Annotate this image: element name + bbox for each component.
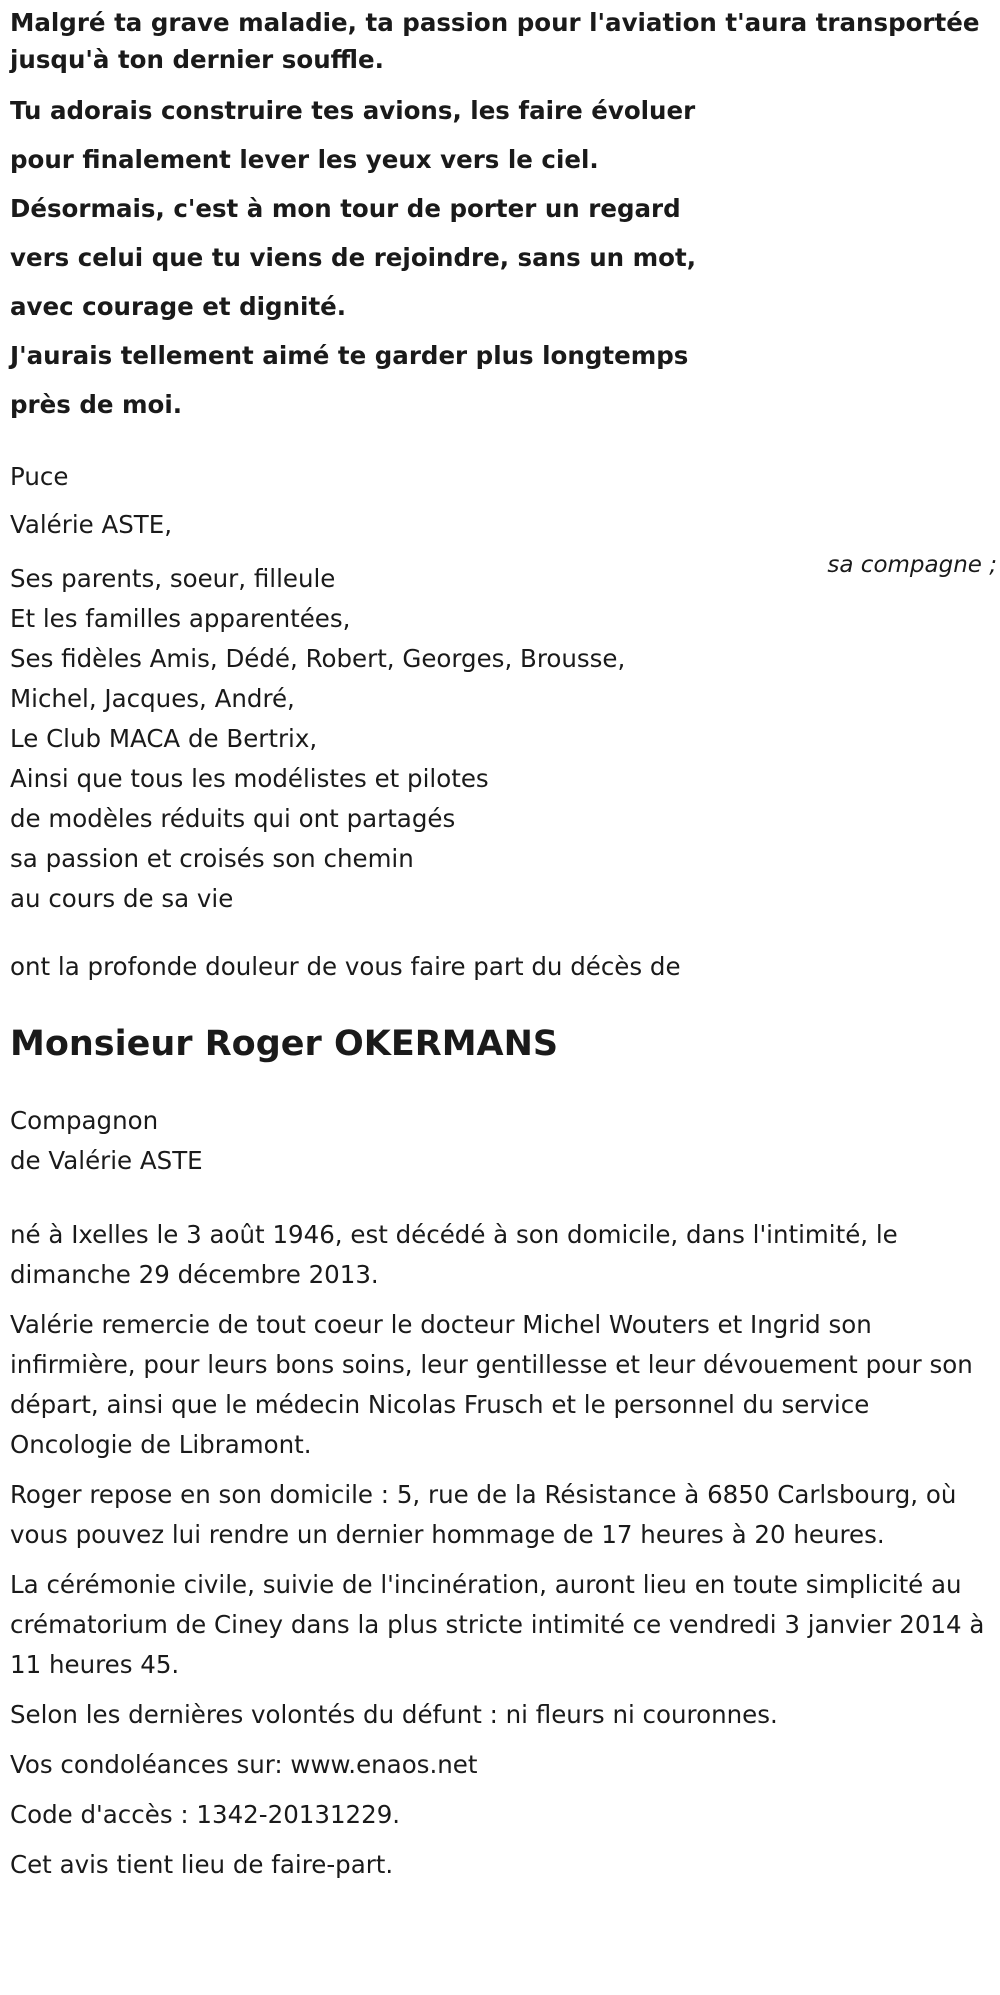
family-line: Le Club MACA de Bertrix, [10, 724, 318, 753]
relation-line: Compagnon [10, 1106, 159, 1135]
poem-line: pour finalement lever les yeux vers le ciel. [10, 145, 599, 174]
family-list [10, 559, 995, 919]
poem-line: vers celui que tu viens de rejoindre, sans un mot, [10, 243, 697, 272]
family-line: Michel, Jacques, André, [10, 684, 295, 713]
family-line: Et les familles apparentées, [10, 604, 351, 633]
obituary-notice [10, 0, 995, 1895]
details-paragraph: Selon les dernières volontés du défunt : ni fleurs ni couronnes. [10, 1700, 778, 1729]
details-paragraph: Cet avis tient lieu de faire-part. [10, 1850, 394, 1879]
details-paragraph: né à Ixelles le 3 août 1946, est décédé à son domicile, dans l'intimité, le dimanche 29 décembre 2013. [10, 1220, 898, 1289]
family-line: au cours de sa vie [10, 884, 234, 913]
poem-line: Tu adorais construire tes avions, les faire évoluer [10, 96, 696, 125]
relation-line: de Valérie ASTE [10, 1146, 203, 1175]
details-paragraph: Code d'accès : 1342-20131229. [10, 1800, 401, 1829]
signoff-name: Valérie ASTE, [10, 510, 173, 539]
deceased-name: Monsieur Roger OKERMANS [10, 1024, 559, 1064]
details-paragraph: Vos condoléances sur: www.enaos.net [10, 1750, 478, 1779]
poem-line: Malgré ta grave maladie, ta passion pour l'aviation t'aura transportée jusqu'à ton dernier souffle. [10, 8, 980, 74]
poem [10, 0, 995, 429]
poem-line: Désormais, c'est à mon tour de porter un regard [10, 194, 681, 223]
details-paragraph: Valérie remercie de tout coeur le docteur Michel Wouters et Ingrid son infirmière, pour leurs bons soins, leur gentillesse et leur dévouement pour son départ, ainsi que le médecin Nicolas Frusch et le personnel du service Oncologie de Libramont. [10, 1310, 973, 1459]
family-line: Ses fidèles Amis, Dédé, Robert, Georges, Brousse, [10, 644, 626, 673]
details-paragraph: La cérémonie civile, suivie de l'incinération, auront lieu en toute simplicité au crématorium de Ciney dans la plus stricte intimité ce vendredi 3 janvier 2014 à 11 heures 45. [10, 1570, 985, 1679]
poem-line: près de moi. [10, 390, 183, 419]
announcement: ont la profonde douleur de vous faire part du décès de [10, 952, 681, 981]
family-line: Ainsi que tous les modélistes et pilotes [10, 764, 489, 793]
poem-line: avec courage et dignité. [10, 292, 347, 321]
family-line: sa passion et croisés son chemin [10, 844, 414, 873]
details-paragraph: Roger repose en son domicile : 5, rue de la Résistance à 6850 Carlsbourg, où vous pouvez lui rendre un dernier hommage de 17 heures à 20 heures. [10, 1480, 957, 1549]
family-line: de modèles réduits qui ont partagés [10, 804, 456, 833]
signoff [10, 453, 995, 549]
poem-line: J'aurais tellement aimé te garder plus longtemps [10, 341, 689, 370]
relation [10, 1101, 995, 1181]
family-line: Ses parents, soeur, filleule [10, 564, 336, 593]
signoff-role: sa compagne ; [827, 552, 997, 578]
details [10, 1215, 995, 1885]
signoff-nickname: Puce [10, 462, 69, 491]
